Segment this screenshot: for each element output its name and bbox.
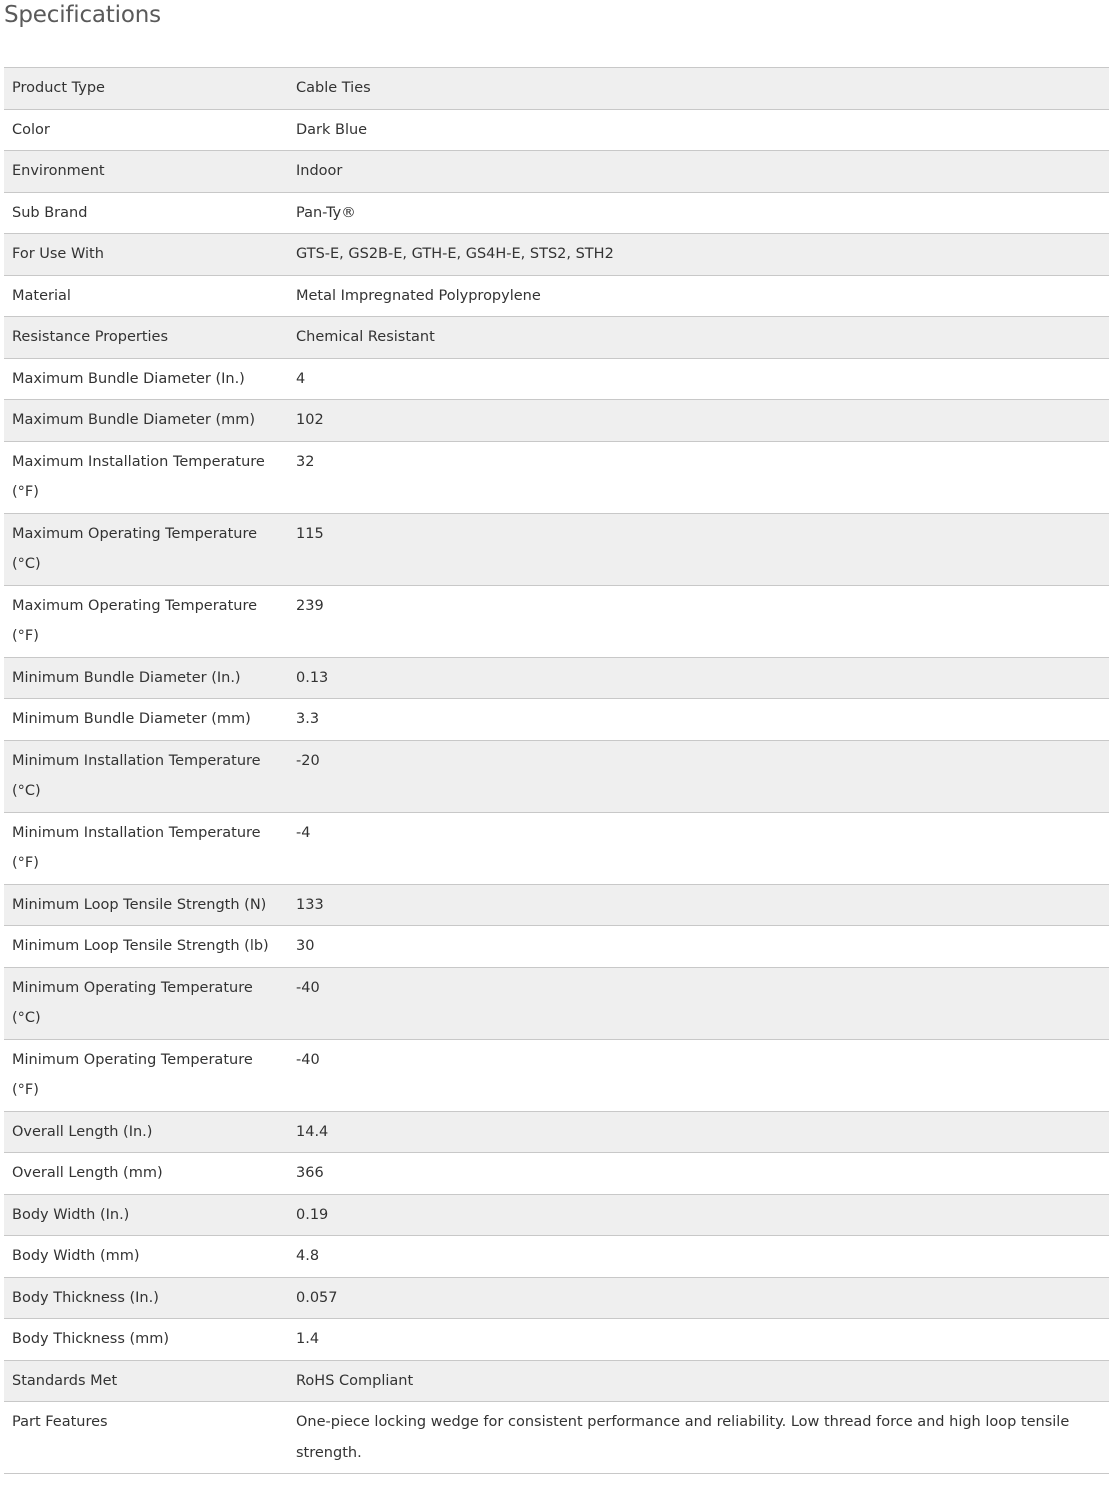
spec-label: Maximum Operating Temperature (°C) xyxy=(4,513,288,585)
spec-value: Metal Impregnated Polypropylene xyxy=(288,275,1109,317)
spec-value: 133 xyxy=(288,884,1109,926)
spec-row xyxy=(4,967,1109,1039)
spec-row xyxy=(4,884,1109,926)
spec-value: -40 xyxy=(288,967,1109,1039)
page-title: Specifications xyxy=(4,2,161,28)
spec-value: Pan-Ty® xyxy=(288,192,1109,234)
spec-label: Minimum Loop Tensile Strength (N) xyxy=(4,884,288,926)
spec-row xyxy=(4,68,1109,110)
spec-value: One-piece locking wedge for consistent performance and reliability. Low thread force and high loop tensile strength. xyxy=(288,1402,1109,1474)
spec-row xyxy=(4,1277,1109,1319)
spec-value: 4 xyxy=(288,358,1109,400)
spec-value: Indoor xyxy=(288,151,1109,193)
spec-label: Maximum Bundle Diameter (In.) xyxy=(4,358,288,400)
spec-label: Body Thickness (mm) xyxy=(4,1319,288,1361)
spec-value: 1.4 xyxy=(288,1319,1109,1361)
spec-label: Minimum Loop Tensile Strength (lb) xyxy=(4,926,288,968)
spec-row xyxy=(4,699,1109,741)
spec-value: 102 xyxy=(288,400,1109,442)
spec-value: GTS-E, GS2B-E, GTH-E, GS4H-E, STS2, STH2 xyxy=(288,234,1109,276)
spec-label: Minimum Bundle Diameter (In.) xyxy=(4,657,288,699)
spec-label: Minimum Operating Temperature (°F) xyxy=(4,1039,288,1111)
spec-label: Minimum Operating Temperature (°C) xyxy=(4,967,288,1039)
spec-value: 0.13 xyxy=(288,657,1109,699)
spec-value: 14.4 xyxy=(288,1111,1109,1153)
spec-value: 4.8 xyxy=(288,1236,1109,1278)
spec-value: 0.057 xyxy=(288,1277,1109,1319)
spec-label: Maximum Bundle Diameter (mm) xyxy=(4,400,288,442)
spec-value: -4 xyxy=(288,812,1109,884)
spec-row xyxy=(4,812,1109,884)
spec-row xyxy=(4,1236,1109,1278)
spec-row xyxy=(4,317,1109,359)
spec-row xyxy=(4,926,1109,968)
spec-row xyxy=(4,1039,1109,1111)
spec-label: Minimum Bundle Diameter (mm) xyxy=(4,699,288,741)
spec-value: 115 xyxy=(288,513,1109,585)
spec-value: 32 xyxy=(288,441,1109,513)
spec-row xyxy=(4,109,1109,151)
spec-label: Minimum Installation Temperature (°F) xyxy=(4,812,288,884)
spec-row xyxy=(4,513,1109,585)
spec-label: Body Thickness (In.) xyxy=(4,1277,288,1319)
spec-value: 3.3 xyxy=(288,699,1109,741)
spec-label: Part Features xyxy=(4,1402,288,1474)
spec-row xyxy=(4,1153,1109,1195)
spec-label: Material xyxy=(4,275,288,317)
spec-row xyxy=(4,358,1109,400)
spec-label: Overall Length (mm) xyxy=(4,1153,288,1195)
spec-row xyxy=(4,1319,1109,1361)
spec-label: Environment xyxy=(4,151,288,193)
spec-row xyxy=(4,400,1109,442)
spec-row xyxy=(4,740,1109,812)
spec-label: Product Type xyxy=(4,68,288,110)
spec-label: Body Width (In.) xyxy=(4,1194,288,1236)
specifications-table xyxy=(4,67,1109,1474)
spec-value: 366 xyxy=(288,1153,1109,1195)
spec-row xyxy=(4,585,1109,657)
spec-row xyxy=(4,1111,1109,1153)
spec-row xyxy=(4,1402,1109,1474)
spec-value: -20 xyxy=(288,740,1109,812)
spec-value: 30 xyxy=(288,926,1109,968)
spec-row xyxy=(4,657,1109,699)
spec-label: For Use With xyxy=(4,234,288,276)
spec-label: Maximum Installation Temperature (°F) xyxy=(4,441,288,513)
spec-row xyxy=(4,275,1109,317)
spec-row xyxy=(4,441,1109,513)
spec-value: -40 xyxy=(288,1039,1109,1111)
spec-label: Color xyxy=(4,109,288,151)
spec-label: Body Width (mm) xyxy=(4,1236,288,1278)
spec-value: 239 xyxy=(288,585,1109,657)
spec-row xyxy=(4,1194,1109,1236)
spec-label: Standards Met xyxy=(4,1360,288,1402)
spec-row xyxy=(4,234,1109,276)
spec-row xyxy=(4,192,1109,234)
spec-value: RoHS Compliant xyxy=(288,1360,1109,1402)
spec-value: 0.19 xyxy=(288,1194,1109,1236)
spec-label: Sub Brand xyxy=(4,192,288,234)
spec-value: Cable Ties xyxy=(288,68,1109,110)
spec-label: Minimum Installation Temperature (°C) xyxy=(4,740,288,812)
spec-label: Resistance Properties xyxy=(4,317,288,359)
spec-value: Dark Blue xyxy=(288,109,1109,151)
spec-label: Overall Length (In.) xyxy=(4,1111,288,1153)
spec-label: Maximum Operating Temperature (°F) xyxy=(4,585,288,657)
spec-row xyxy=(4,1360,1109,1402)
spec-row xyxy=(4,151,1109,193)
spec-value: Chemical Resistant xyxy=(288,317,1109,359)
